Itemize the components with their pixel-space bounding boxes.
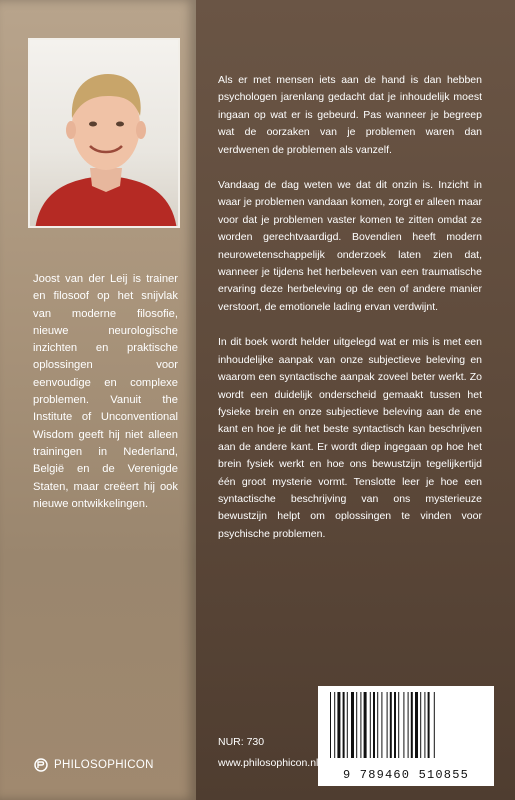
barcode-bar [398, 692, 399, 758]
philosophicon-logo-icon [34, 758, 48, 772]
barcode-bar [415, 692, 418, 758]
blurb-paragraph-2: Vandaag de dag weten we dat dit onzin is. Inzicht in waar je problemen vandaan komen, zorgt er alleen maar voor dat je problemen vaster komen te zitten omdat ze worden gerechtvaardigd. Bovendien heeft modern neurowetenschappelijk onderzoek laten zien dat, wanneer je tijdens het herbeleven van een traumatische ervaring deze herbeleving op de een of andere manier verstoort, de emotionele lading ervan verdwijnt. [218, 179, 482, 313]
author-bio: Joost van der Leij is trainer en filosoof op het snijvlak van moderne filosofie, nieuwe neurologische inzichten en praktische oplossingen voor eenvoudige en complexe problemen. Vanuit the Institute of Unconventional Wisdom geeft hij niet alleen trainingen in Nederland, België en de Verenigde Staten, maar creëert hij ook nieuwe ontwikkelingen. [33, 273, 178, 510]
barcode-bar [381, 692, 382, 758]
barcode-bar [420, 692, 421, 758]
barcode-bar [411, 692, 413, 758]
barcode-bar [424, 692, 425, 758]
barcode-bar [370, 692, 371, 758]
barcode-bar [403, 692, 404, 758]
barcode-bar [373, 692, 375, 758]
barcode-bar [364, 692, 367, 758]
barcode-bar [360, 692, 361, 758]
publisher-website: www.philosophicon.nl [218, 757, 319, 769]
publisher-mark [34, 758, 154, 772]
author-portrait-illustration [30, 40, 180, 228]
barcode-bar [390, 692, 392, 758]
blurb [218, 72, 482, 561]
barcode-bar [387, 692, 388, 758]
publisher-name: PHILOSOPHICON [54, 759, 154, 771]
author-panel [0, 0, 196, 800]
barcode-bar [434, 692, 435, 758]
barcode-bar [377, 692, 378, 758]
barcode-bar [428, 692, 430, 758]
barcode-bar [394, 692, 396, 758]
isbn-barcode [318, 686, 494, 786]
isbn-number: 9 789460 510855 [342, 768, 470, 782]
barcode-bar [347, 692, 348, 758]
barcode-bars [318, 686, 494, 764]
nur-code: NUR: 730 [218, 736, 265, 748]
barcode-bar [337, 692, 340, 758]
barcode-bar [343, 692, 345, 758]
author-photo [28, 38, 180, 228]
barcode-bar [351, 692, 354, 758]
blurb-paragraph-1: Als er met mensen iets aan de hand is dan hebben psychologen jarenlang gedacht dat je inhoudelijk moest ingaan op wat er is gebeurd. Pas wanneer je begreep wat de oorzaken van je problemen waren dan verdwenen de problemen als vanzelf. [218, 74, 482, 156]
barcode-bar [330, 692, 331, 758]
barcode-bar [408, 692, 409, 758]
blurb-paragraph-3: In dit boek wordt helder uitgelegd wat er mis is met een inhoudelijke aanpak van onze subjectieve beleving en waarom een syntactische aanpak zoveel beter werkt. Zo wordt een duidelijk onderscheid gemaakt tussen het fysieke brein en onze subjectieve beleving aan de ene kant en hoe je dit het beste syntactisch kan beschrijven aan de andere kant. Er wordt diep ingegaan op hoe het brein fysiek werkt en hoe ons bewustzijn tegelijkertijd één groot mysterie vormt. Tenslotte leer je hoe een syntactische beschrijving van ons mysterieuze bewustzijn helpt om oplossingen te vinden voor psychische problemen. [218, 336, 482, 540]
barcode-bar [334, 692, 335, 758]
barcode-bar [356, 692, 357, 758]
